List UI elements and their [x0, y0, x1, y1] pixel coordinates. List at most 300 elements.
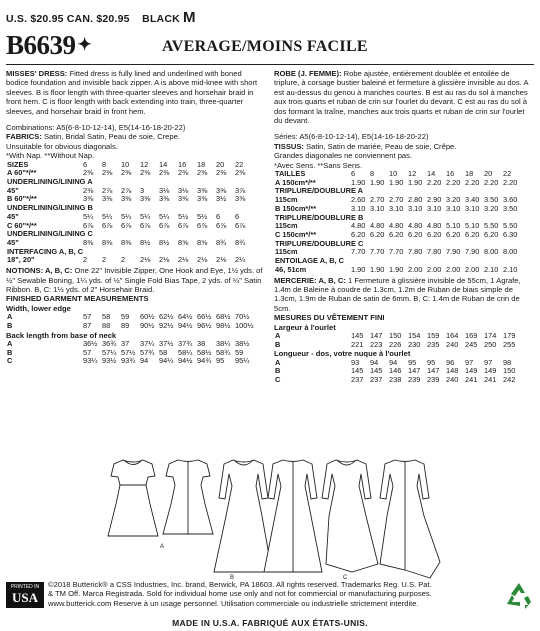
desc-text: Fitted dress is fully lined and underlined with boned bodice foundation and invisible back zipper. A is above mid-knee with short sleeves. B is floor length with three-quarter sleeves and horsehair braid in front hem. C is floor length with back extending into train, three-quarter sleeves, and horsehair braid in front hem.	[6, 69, 258, 116]
nap-note: *With Nap. **Without Nap.	[6, 151, 95, 161]
table-cell: 239	[408, 375, 421, 385]
table-cell: 3.10	[427, 203, 442, 213]
table-cell: 255	[503, 339, 516, 349]
table-cell: 8¾	[216, 237, 227, 247]
table-cell: 38¼	[216, 338, 231, 348]
table-cell: 3⅜	[197, 185, 208, 195]
table-row	[6, 322, 255, 331]
table-cell: 2	[102, 255, 107, 265]
table-cell: 5.10	[446, 221, 461, 231]
table-cell: 6.20	[370, 229, 385, 239]
row-heading: TRIPLURE/DOUBLURE B	[275, 212, 364, 222]
table-cell: 97	[484, 357, 493, 367]
table-cell: 3½	[216, 194, 227, 204]
table-cell: 36½	[83, 338, 98, 348]
table-cell: 3⅜	[235, 194, 246, 204]
table-cell: 3⅜	[197, 194, 208, 204]
table-cell: 5¼	[121, 211, 132, 221]
table-cell: 164	[446, 330, 459, 340]
table-cell: 2.10	[484, 264, 499, 274]
table-cell: 58	[102, 312, 111, 322]
table-cell: 148	[446, 366, 459, 376]
dress-b-front-figure	[214, 460, 272, 572]
row-heading: UNDERLINING/LINING A	[7, 177, 93, 187]
back-length-table	[274, 359, 521, 385]
star-icon: ✦	[77, 35, 92, 54]
table-cell: 8⅝	[197, 237, 208, 247]
table-cell: 4.80	[389, 221, 404, 231]
table-cell: 2⅞	[121, 185, 132, 195]
table-cell: 5.50	[484, 221, 499, 231]
table-cell: 147	[370, 330, 383, 340]
table-cell: 5½	[178, 211, 189, 221]
table-cell: 3⅜	[140, 194, 151, 204]
table-cell: 179	[503, 330, 516, 340]
table-cell: 115cm	[275, 221, 298, 231]
table-cell: 96½	[197, 320, 212, 330]
table-row	[274, 341, 521, 350]
table-cell: 149	[465, 366, 478, 376]
table-cell: 14	[159, 159, 168, 169]
table-cell: 93¾	[121, 356, 136, 366]
copyright-line-2: & TM Off. Marca Registrada. Sold for individual home use only and not for commercial or manufacturing purposes.	[48, 589, 432, 599]
table-cell: 6.20	[389, 229, 404, 239]
table-cell: 90½	[140, 320, 155, 330]
table-cell: B	[7, 347, 13, 357]
table-cell: 37	[121, 338, 130, 348]
width-table	[274, 332, 521, 349]
table-cell: 2.80	[408, 195, 423, 205]
table-cell: 8⅜	[83, 237, 94, 247]
table-cell: 6⅞	[121, 220, 132, 230]
table-cell: 5.10	[465, 221, 480, 231]
table-cell: C 150cm*/**	[275, 229, 317, 239]
color-label: BLACK	[142, 13, 180, 25]
table-cell: 6	[351, 169, 356, 179]
table-cell: 3.20	[484, 203, 499, 213]
notions-text: 1 Fermeture à glissière invisible de 55cm, 1 Agrafe, 1.4m de Baleine à coudre de 1.3cm, 1.2m de Ruban de biais simple de 1.3cm, 1.9m de Ruban de satin de 6mm. B, C: 1.4m de Ruban de crin de 5cm.	[274, 275, 521, 313]
table-row	[6, 256, 253, 265]
french-column	[274, 69, 532, 385]
table-cell: 3.10	[370, 203, 385, 213]
table-cell: 5¼	[102, 211, 113, 221]
combinations: Combinations: A5(6-8-10-12-14), E5(14-16-18-20-22)	[6, 123, 186, 133]
table-cell: 96	[446, 357, 455, 367]
table-cell: 3.60	[503, 195, 518, 205]
desc-text: Robe ajustée, entièrement doublée et entoilée de triplure, à corsage bustier baleiné et fermeture à glissière invisible au dos. A est au-dessus du genou à manches courtes. B est au ras du sol à manches aux trois quarts et ruban de crin sur l'ourlet du devant. C est au ras du sol à dos formant la traîne, manches aux trois quarts et ruban de crin sur l'ourlet du devant.	[274, 69, 529, 126]
table-cell: 22	[235, 159, 244, 169]
table-cell: 2⅜	[197, 168, 208, 178]
table-cell: 150	[389, 330, 402, 340]
table-cell: 58	[159, 347, 168, 357]
table-cell: A	[275, 330, 281, 340]
table-cell: 147	[427, 366, 440, 376]
table-cell: 62½	[159, 312, 174, 322]
table-cell: 3⅞	[235, 185, 246, 195]
table-cell: 5.50	[503, 221, 518, 231]
table-cell: 2.70	[370, 195, 385, 205]
table-cell: 7.90	[465, 247, 480, 257]
english-column	[6, 69, 264, 366]
table-cell: 6	[235, 211, 240, 221]
table-cell: 230	[408, 339, 421, 349]
table-cell: 88	[102, 320, 111, 330]
table-cell: 2⅜	[178, 168, 189, 178]
table-cell: 3.10	[446, 203, 461, 213]
table-cell: 37½	[159, 338, 174, 348]
table-cell: 6.20	[427, 229, 442, 239]
dress-c-back-figure	[380, 460, 440, 578]
table-cell: 2.20	[503, 177, 518, 187]
table-cell: 6⅞	[159, 220, 170, 230]
table-cell: 2⅜	[140, 168, 151, 178]
made-in-usa: MADE IN U.S.A. FABRIQUÉ AUX ÉTATS-UNIS.	[172, 618, 368, 628]
combinations: Séries: A5(6-8-10-12-14), E5(14-16-18-20-22)	[274, 132, 429, 142]
table-cell: 1.90	[351, 264, 366, 274]
table-cell: 46, 51cm	[275, 264, 307, 274]
table-cell: 242	[503, 375, 516, 385]
table-cell: 3⅜	[102, 194, 113, 204]
table-cell: 57¾	[140, 347, 155, 357]
table-cell: 6.20	[446, 229, 461, 239]
table-cell: 95	[427, 357, 436, 367]
table-cell: 37¼	[140, 338, 155, 348]
table-cell: 7.80	[427, 247, 442, 257]
table-cell: 5¼	[159, 211, 170, 221]
table-cell: 3⅜	[178, 194, 189, 204]
table-cell: 2.10	[503, 264, 518, 274]
table-row	[274, 376, 521, 385]
table-cell: 8⅝	[178, 237, 189, 247]
table-cell: 2.20	[465, 177, 480, 187]
table-cell: 239	[427, 375, 440, 385]
table-cell: 3⅜	[121, 194, 132, 204]
table-cell: 2⅛	[159, 255, 170, 265]
diagonals-note: Unsuitable for obvious diagonals.	[6, 141, 118, 151]
table-cell: 57½	[121, 347, 136, 357]
back-length-head: Longueur - dos, votre nuque à l'ourlet	[274, 349, 411, 359]
table-cell: 1.90	[370, 177, 385, 187]
table-cell: 3⅜	[159, 194, 170, 204]
table-cell: 59	[121, 312, 130, 322]
table-cell: 2⅜	[83, 168, 94, 178]
table-cell: 58¾	[216, 347, 231, 357]
table-cell: 92½	[159, 320, 174, 330]
yardage-table	[6, 161, 253, 265]
table-cell: 87	[83, 320, 92, 330]
table-cell: 45"	[7, 237, 19, 247]
divider	[6, 64, 534, 65]
table-cell: 3.50	[503, 203, 518, 213]
back-length-head: Back length from base of neck	[6, 330, 117, 340]
table-cell: 115cm	[275, 195, 298, 205]
table-cell: 100½	[235, 320, 254, 330]
table-cell: 4.80	[370, 221, 385, 231]
table-cell: 2	[83, 255, 88, 265]
table-cell: 95	[408, 357, 417, 367]
table-cell: 16	[446, 169, 455, 179]
table-cell: 145	[351, 366, 364, 376]
table-cell: 45"	[7, 211, 19, 221]
table-cell: 98	[503, 357, 512, 367]
table-cell: 2⅜	[121, 168, 132, 178]
table-cell: 18", 20"	[7, 255, 35, 265]
table-cell: 70½	[235, 312, 250, 322]
table-cell: 38	[197, 338, 206, 348]
table-cell: 2	[121, 255, 126, 265]
table-cell: 7.80	[408, 247, 423, 257]
table-cell: 8⅜	[102, 237, 113, 247]
table-cell: 2.70	[389, 195, 404, 205]
desc-title: ROBE (J. FEMME):	[274, 69, 342, 78]
table-cell: 2⅜	[102, 168, 113, 178]
table-cell: 2¼	[235, 255, 246, 265]
table-cell: 1.90	[389, 177, 404, 187]
row-heading: UNDERLINING/LINING C	[7, 229, 93, 239]
table-cell: 6⅞	[197, 220, 208, 230]
table-cell: 7.70	[389, 247, 404, 257]
table-cell: 98½	[216, 320, 231, 330]
table-cell: 94¾	[197, 356, 212, 366]
table-cell: 60½	[140, 312, 155, 322]
table-cell: 3.50	[484, 195, 499, 205]
table-row	[6, 357, 253, 366]
table-cell: 6	[83, 159, 88, 169]
table-cell: 150	[503, 366, 516, 376]
table-cell: 58½	[197, 347, 212, 357]
size-letter: M	[183, 9, 196, 26]
table-cell: 94½	[178, 320, 193, 330]
table-cell: 3⅜	[216, 185, 227, 195]
table-cell: 7.70	[370, 247, 385, 257]
table-cell: 2.20	[484, 177, 499, 187]
row-heading: ENTOILAGE A, B, C	[275, 256, 344, 266]
table-cell: 8⅜	[121, 237, 132, 247]
table-cell: 10	[121, 159, 130, 169]
table-cell: 154	[408, 330, 421, 340]
table-cell: 3⅜	[83, 194, 94, 204]
table-cell: 95	[216, 356, 225, 366]
table-cell: 2⅜	[83, 185, 94, 195]
notions-head: MERCERIE: A, B, C:	[274, 275, 346, 285]
table-cell: 59	[235, 347, 244, 357]
desc-title: MISSES' DRESS:	[6, 69, 68, 78]
notions-head: NOTIONS: A, B, C:	[6, 266, 73, 276]
table-cell: 16	[178, 159, 187, 169]
table-cell: 37¾	[178, 338, 193, 348]
table-cell: A	[7, 338, 13, 348]
table-cell: 2.00	[427, 264, 442, 274]
table-cell: 3.20	[446, 195, 461, 205]
figure-label-b: B	[230, 575, 235, 580]
table-cell: 8½	[140, 237, 151, 247]
dress-a-back-figure	[163, 460, 213, 534]
price: U.S. $20.95 CAN. $20.95	[6, 13, 130, 25]
width-head: Width, lower edge	[6, 303, 71, 313]
table-cell: 240	[446, 339, 459, 349]
dress-a-front-figure	[108, 460, 158, 536]
table-cell: 6⅞	[140, 220, 151, 230]
table-cell: 57	[83, 347, 92, 357]
table-cell: 3.10	[389, 203, 404, 213]
table-cell: 6⅞	[83, 220, 94, 230]
table-cell: 97	[465, 357, 474, 367]
table-cell: 3⅛	[178, 185, 189, 195]
fabrics-text: Satin, Bridal Satin, Peau de soie, Crepe.	[43, 132, 180, 142]
table-cell: 95¼	[235, 356, 250, 366]
table-cell: 8.00	[503, 247, 518, 257]
table-cell: 94	[140, 356, 149, 366]
table-cell: 20	[484, 169, 493, 179]
table-cell: 22	[503, 169, 512, 179]
table-cell: 6⅞	[102, 220, 113, 230]
table-cell: 8.00	[484, 247, 499, 257]
table-cell: 10	[389, 169, 398, 179]
table-cell: 169	[465, 330, 478, 340]
copyright-block	[48, 580, 490, 608]
table-cell: 66½	[197, 312, 212, 322]
table-cell: A	[275, 357, 281, 367]
table-cell: 12	[140, 159, 149, 169]
table-cell: 2⅛	[178, 255, 189, 265]
table-cell: 2.20	[427, 177, 442, 187]
table-cell: 57	[83, 312, 92, 322]
table-cell: 89	[121, 320, 130, 330]
row-heading: TRIPLURE/DOUBLURE A	[275, 186, 364, 196]
table-cell: 240	[446, 375, 459, 385]
table-cell: 94¼	[159, 356, 174, 366]
table-cell: 2.90	[427, 195, 442, 205]
table-cell: 7.70	[351, 247, 366, 257]
fabrics	[6, 132, 264, 141]
table-cell: 93½	[102, 356, 117, 366]
table-cell: 241	[484, 375, 497, 385]
table-cell: 115cm	[275, 247, 298, 257]
table-cell: 235	[427, 339, 440, 349]
table-cell: B	[275, 339, 281, 349]
table-cell: 94	[370, 357, 379, 367]
table-cell: 146	[389, 366, 402, 376]
table-cell: 1.90	[351, 177, 366, 187]
table-cell: A 150cm*/**	[275, 177, 316, 187]
table-cell: 18	[197, 159, 206, 169]
finished-head: FINISHED GARMENT MEASUREMENTS	[6, 294, 149, 304]
table-cell: 2⅞	[102, 185, 113, 195]
table-cell: 6	[216, 211, 221, 221]
table-cell: B	[275, 366, 281, 376]
table-cell: TAILLES	[275, 169, 306, 179]
table-cell: 93	[351, 357, 360, 367]
usa-badge-text: USA	[11, 590, 38, 605]
nap-note: *Avec Sens. **Sans Sens.	[274, 160, 363, 170]
table-cell: C	[7, 356, 13, 366]
table-cell: 6.20	[351, 229, 366, 239]
price-line	[6, 9, 196, 26]
usa-badge-top: PRINTED IN	[10, 584, 40, 590]
figure-label-c: C	[343, 575, 348, 580]
table-row	[274, 266, 521, 275]
table-cell: 36¾	[102, 338, 117, 348]
difficulty-label: AVERAGE/MOINS FACILE	[162, 38, 368, 55]
table-cell: 245	[465, 339, 478, 349]
copyright-line-1: ©2018 Butterick® a CSS Industries, Inc. brand, Berwick, PA 18603. All rights reserved. Trademarks Reg. U.S. Pat.	[48, 580, 432, 589]
table-cell: 6.20	[465, 229, 480, 239]
table-cell: 6⅞	[216, 220, 227, 230]
width-head: Largeur à l'ourlet	[274, 322, 336, 332]
printed-in-usa-badge	[6, 582, 44, 608]
table-cell: 2⅛	[216, 255, 227, 265]
table-cell: 6.30	[503, 229, 518, 239]
table-cell: 2.00	[465, 264, 480, 274]
table-cell: 223	[370, 339, 383, 349]
table-cell: 5¼	[140, 211, 151, 221]
table-cell: 93¼	[83, 356, 98, 366]
table-cell: 2⅛	[140, 255, 151, 265]
notions-text: One 22" Invisible Zipper, One Hook and Eye, 1½ yds. of ½" Sewable Boning, 1¼ yds. of ½" Single Fold Bias Tape, 2 yds. of ¼" Satin Ribbon. B, C: 1½ yds. of 2" Horsehair Braid.	[6, 266, 263, 294]
table-cell: 2⅜	[216, 168, 227, 178]
table-cell: 5½	[197, 211, 208, 221]
table-cell: 2.60	[351, 195, 366, 205]
table-cell: 159	[427, 330, 440, 340]
table-cell: 238	[389, 375, 402, 385]
description-en	[6, 69, 264, 116]
fabrics-head: TISSUS:	[274, 141, 304, 151]
table-cell: 1.90	[389, 264, 404, 274]
table-cell: 149	[484, 366, 497, 376]
table-cell: 250	[484, 339, 497, 349]
table-cell: 18	[465, 169, 474, 179]
table-cell: 4.80	[351, 221, 366, 231]
table-cell: 14	[427, 169, 436, 179]
dress-c-front-figure	[322, 460, 378, 572]
table-cell: 8½	[159, 237, 170, 247]
table-cell: 12	[408, 169, 417, 179]
width-table	[6, 313, 255, 330]
fabrics-head: FABRICS:	[6, 132, 42, 142]
table-cell: 2.00	[408, 264, 423, 274]
table-cell: 174	[484, 330, 497, 340]
table-cell: 2.00	[446, 264, 461, 274]
table-cell: 8¾	[235, 237, 246, 247]
table-cell: 5¼	[83, 211, 94, 221]
table-cell: 2⅛	[197, 255, 208, 265]
table-cell: 8	[102, 159, 107, 169]
back-length-table	[6, 340, 253, 366]
table-cell: 4.80	[427, 221, 442, 231]
table-cell: A 60"*/**	[7, 168, 37, 178]
table-cell: 241	[465, 375, 478, 385]
recycle-icon	[504, 582, 534, 610]
table-cell: 145	[351, 330, 364, 340]
table-cell: 2⅜	[235, 168, 246, 178]
table-cell: 4.80	[408, 221, 423, 231]
table-cell: 94	[389, 357, 398, 367]
row-heading: TRIPLURE/DOUBLURE C	[275, 238, 364, 248]
pattern-number-text: B6639	[6, 30, 76, 60]
copyright-line-3: www.butterick.com Reserve à un usage personnel. Utilisation commerciale ou industrielle strictement interdite.	[48, 598, 419, 608]
table-cell: 237	[370, 375, 383, 385]
table-cell: 6⅞	[235, 220, 246, 230]
table-cell: SIZES	[7, 159, 29, 169]
table-cell: 6.20	[408, 229, 423, 239]
table-cell: 3	[140, 185, 145, 195]
table-cell: 221	[351, 339, 364, 349]
table-cell: 45"	[7, 185, 19, 195]
table-cell: 3.10	[351, 203, 366, 213]
finished-head: MESURES DU VÊTEMENT FINI	[274, 313, 385, 323]
table-cell: 147	[408, 366, 421, 376]
table-cell: 38½	[235, 338, 250, 348]
